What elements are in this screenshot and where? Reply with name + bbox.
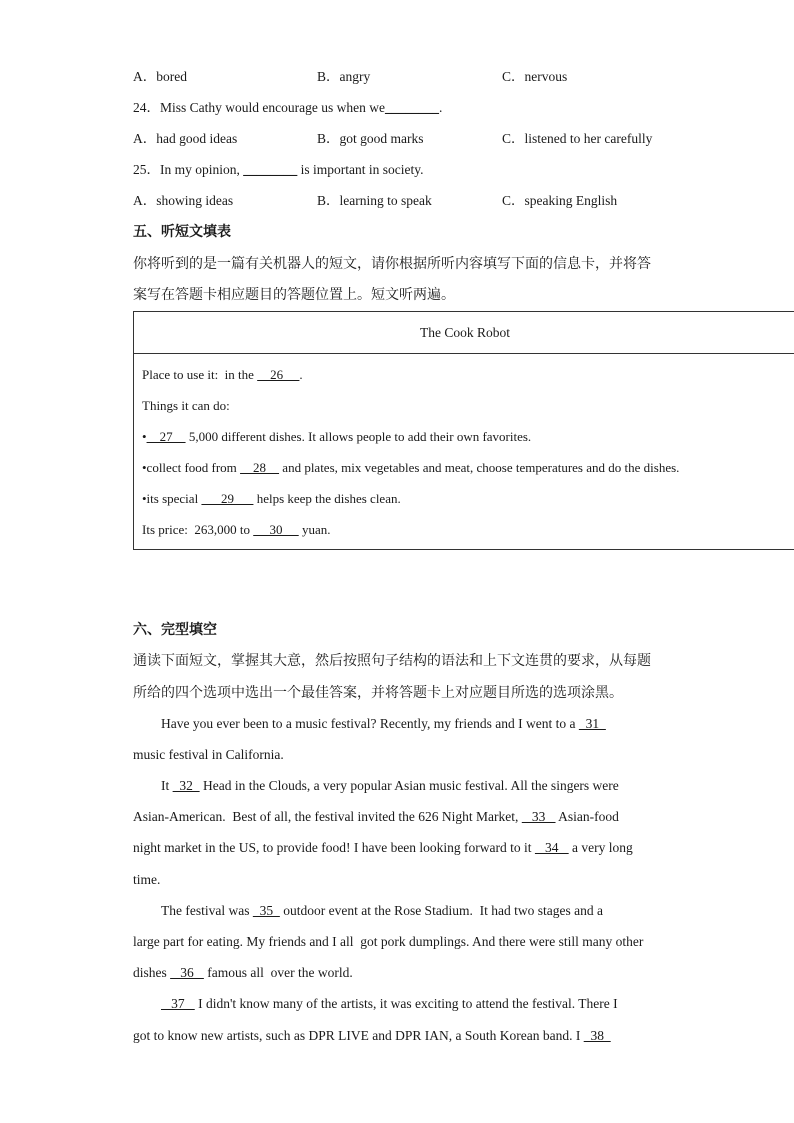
q25-option-a: A．showing ideas	[133, 193, 234, 208]
passage-text: Head in the Clouds, a very popular Asian music festival. All the singers were	[199, 778, 619, 793]
info-row-price	[142, 521, 331, 539]
blank-32: 32	[172, 778, 200, 793]
section6-instruction-line2: 所给的四个选项中选出一个最佳答案，并将答题卡上对应题目所选的选项涂黑。	[133, 685, 623, 701]
blank-37: 37	[161, 996, 195, 1011]
passage-line-2: music festival in California.	[133, 747, 284, 762]
blank-36: 36	[170, 965, 204, 980]
q24-blank: ________	[384, 100, 439, 115]
blank-26: 26	[257, 367, 300, 382]
blank-31: 31	[578, 716, 606, 731]
q25-blank: ________	[243, 162, 298, 177]
q25-option-b: B．learning to speak	[317, 193, 432, 208]
passage-line-8: large part for eating. My friends and I all got pork dumplings. And there were still many other	[133, 934, 644, 949]
passage-text: famous all over the world.	[203, 965, 353, 980]
blank-33: 33	[521, 809, 556, 824]
q24-stem-text: 24．Miss Cathy would encourage us when we	[133, 100, 385, 115]
info-row-special-end: helps keep the dishes clean.	[253, 491, 401, 506]
passage-line-1	[161, 715, 606, 733]
passage-text: outdoor event at the Rose Stadium. It had two stages and a	[279, 903, 604, 918]
q24-option-b: B．got good marks	[317, 131, 424, 146]
blank-28: 28	[240, 460, 280, 475]
passage-text: The festival was	[161, 903, 253, 918]
info-row-collect-text: •collect food from	[142, 460, 241, 475]
q23-option-b: B．angry	[317, 69, 371, 84]
info-row-things: Things it can do:	[142, 398, 230, 413]
q25-option-c: C．speaking English	[502, 193, 618, 208]
info-row-place-end: .	[299, 367, 303, 382]
passage-line-3	[161, 777, 619, 795]
passage-text: I didn't know many of the artists, it was exciting to attend the festival. There I	[194, 996, 618, 1011]
info-row-collect	[142, 459, 679, 477]
section5-heading: 五、听短文填表	[133, 224, 231, 240]
info-row-price-end: yuan.	[298, 522, 331, 537]
passage-line-4	[133, 808, 619, 826]
q24-option-c: C．listened to her carefully	[502, 131, 653, 146]
blank-30: 30	[253, 522, 299, 537]
blank-38: 38	[583, 1028, 611, 1043]
q24-stem-end: .	[438, 100, 443, 115]
q25-stem-text: 25．In my opinion,	[133, 162, 244, 177]
info-row-special	[142, 490, 401, 508]
passage-text: It	[161, 778, 173, 793]
info-card-title: The Cook Robot	[420, 325, 510, 340]
q23-option-a: A．bored	[133, 69, 187, 84]
blank-34: 34	[534, 840, 569, 855]
info-card-title-row	[134, 312, 794, 354]
passage-text: dishes	[133, 965, 171, 980]
passage-line-9	[133, 964, 353, 982]
section5-instruction-line1: 你将听到的是一篇有关机器人的短文，请你根据所听内容填写下面的信息卡，并将答	[133, 256, 651, 272]
passage-line-11	[133, 1027, 611, 1045]
bullet: •	[142, 429, 147, 444]
info-card-table	[133, 311, 794, 550]
info-row-special-text: •its special	[142, 491, 202, 506]
info-row-place-text: Place to use it: in the	[142, 367, 258, 382]
blank-27: 27	[146, 429, 186, 444]
passage-text: Asian-food	[555, 809, 619, 824]
blank-35: 35	[252, 903, 280, 918]
q25-stem-end: is important in society.	[297, 162, 424, 177]
q24-stem	[133, 99, 442, 117]
passage-line-5	[133, 839, 633, 857]
q25-stem	[133, 161, 423, 179]
passage-text: got to know new artists, such as DPR LIVE and DPR IAN, a South Korean band. I	[133, 1028, 584, 1043]
passage-text: Asian-American. Best of all, the festival invited the 626 Night Market,	[133, 809, 522, 824]
info-row-price-text: Its price: 263,000 to	[142, 522, 254, 537]
passage-text: a very long	[568, 840, 633, 855]
passage-line-7	[161, 902, 603, 920]
info-row-dishes	[142, 428, 531, 446]
section6-instruction-line1: 通读下面短文，掌握其大意，然后按照句子结构的语法和上下文连贯的要求，从每题	[133, 653, 651, 669]
passage-line-10	[161, 995, 618, 1013]
section6-heading: 六、完型填空	[133, 622, 217, 638]
q23-option-c: C．nervous	[502, 69, 568, 84]
passage-text: night market in the US, to provide food! I have been looking forward to it	[133, 840, 535, 855]
info-row-collect-end: and plates, mix vegetables and meat, choose temperatures and do the dishes.	[279, 460, 680, 475]
section5-instruction-line2: 案写在答题卡相应题目的答题位置上。短文听两遍。	[133, 287, 455, 303]
passage-line-6: time.	[133, 872, 161, 887]
passage-text: Have you ever been to a music festival? Recently, my friends and I went to a	[161, 716, 579, 731]
blank-29: 29	[201, 491, 254, 506]
q24-option-a: A．had good ideas	[133, 131, 238, 146]
info-row-dishes-text: 5,000 different dishes. It allows people to add their own favorites.	[185, 429, 532, 444]
info-row-place	[142, 366, 303, 384]
